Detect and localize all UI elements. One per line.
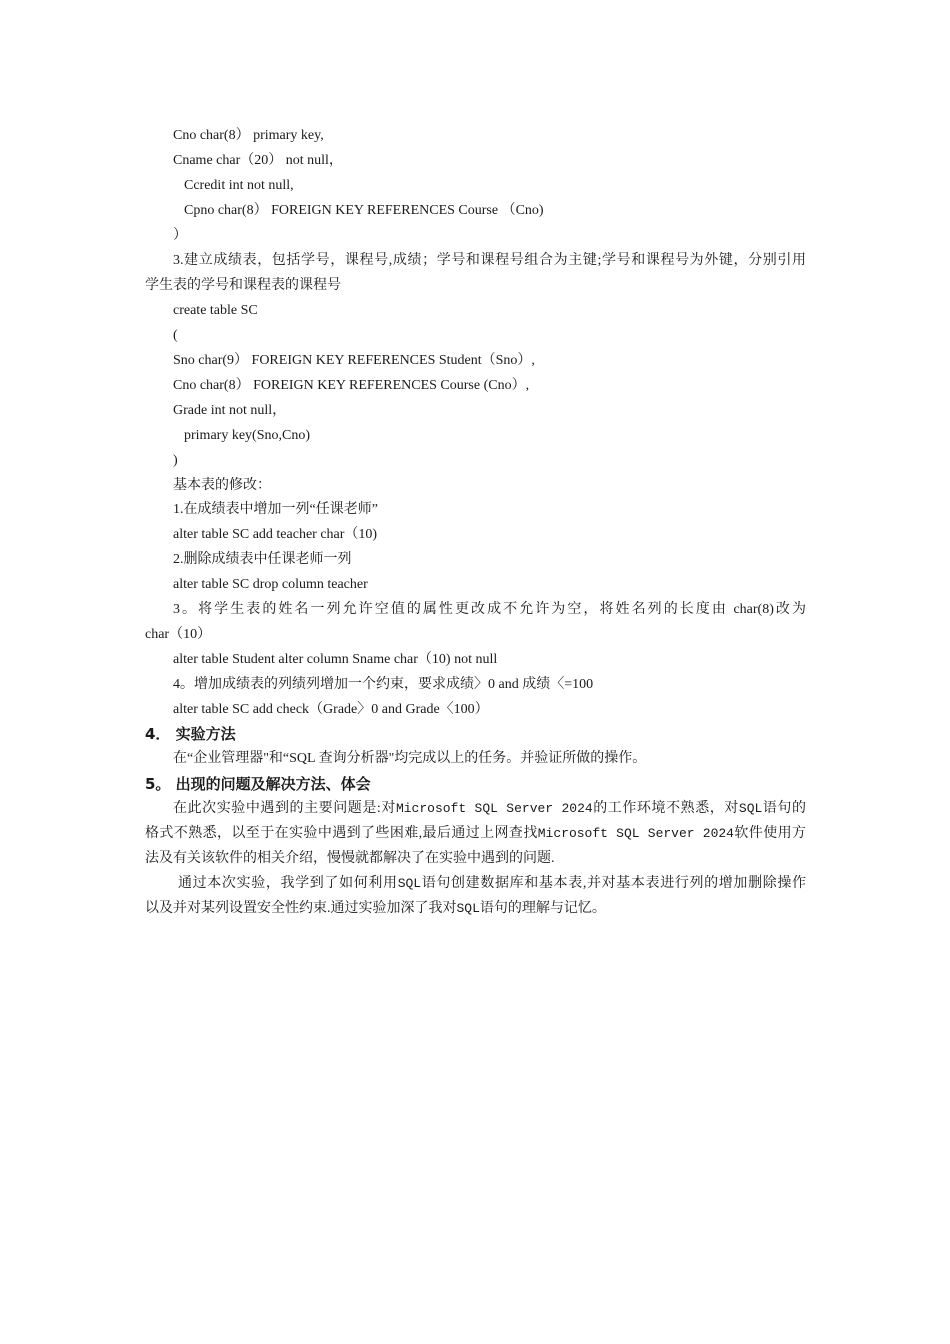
code-line: Cno char(8） FOREIGN KEY REFERENCES Course (Cno）, [173, 378, 530, 393]
paragraph-line [145, 824, 806, 844]
step-text: 基本表的修改： [173, 478, 271, 493]
text-run: SQL [397, 876, 422, 891]
text-run: Microsoft SQL Server 2024 [537, 826, 734, 841]
step-text: 2.删除成绩表中任课老师一列 [173, 552, 352, 567]
paragraph-line [178, 874, 806, 894]
code-line: Cno char(8） primary key, [173, 128, 324, 143]
text-run: Microsoft SQL Server 2024 [395, 801, 593, 816]
step-text: 学生表的学号和课程表的课程号 [145, 278, 341, 293]
step-text: 4。增加成绩表的列绩列增加一个约束，要求成绩〉0 and 成绩〈=100 [173, 677, 594, 692]
code-line: ( [173, 328, 178, 343]
code-line: alter table SC add teacher char（10) [173, 527, 378, 542]
section-heading: 4． 实验方法 [145, 725, 236, 743]
code-line: Cname char（20） not null， [173, 153, 343, 168]
code-line: alter table Student alter column Sname char（10) not null [173, 652, 498, 667]
code-line: Ccredit int not null, [184, 178, 294, 193]
text-run: 通过本次实验，我学到了如何利用 [178, 876, 398, 891]
text-run: 语句创建数据库和基本表,并对基本表进行列的增加删除操作 [421, 876, 807, 891]
step-text: 3.建立成绩表，包括学号，课程号,成绩；学号和课程号组合为主键;学号和课程号为外键，分别引用 [173, 253, 806, 268]
code-line: alter table SC drop column teacher [173, 577, 368, 592]
text-run: 软件使用方 [734, 826, 807, 841]
text-run: 语句的理解与记忆。 [479, 901, 606, 916]
paragraph-line: 法及有关该软件的相关介绍，慢慢就都解决了在实验中遇到的问题. [145, 851, 555, 866]
code-line: primary key(Sno,Cno) [184, 428, 310, 443]
section-body: 在“企业管理器"和“SQL 查询分析器"均完成以上的任务。并验证所做的操作。 [173, 751, 647, 766]
step-text: 1.在成绩表中增加一列“任课老师” [173, 502, 378, 517]
code-line: ) [173, 453, 178, 468]
code-line: Grade int not null， [173, 403, 287, 418]
code-line: alter table SC add check（Grade〉0 and Grade〈100） [173, 702, 489, 717]
text-run: 格式不熟悉，以至于在实验中遇到了些困难,最后通过上网查找 [145, 826, 538, 841]
text-run: SQL [456, 901, 480, 916]
code-line: Sno char(9） FOREIGN KEY REFERENCES Student（Sno）, [173, 353, 535, 368]
code-line: ） [173, 228, 187, 243]
text-run: 在此次实验中遇到的主要问题是:对 [173, 801, 396, 816]
paragraph-line [145, 899, 606, 919]
text-run: 的工作环境不熟悉，对 [592, 801, 739, 816]
section-heading: 5。 出现的问题及解决方法、体会 [145, 775, 371, 793]
code-line: Cpno char(8） FOREIGN KEY REFERENCES Course （Cno) [184, 203, 544, 218]
text-run: 以及并对某列设置安全性约束.通过实验加深了我对 [145, 901, 457, 916]
text-run: SQL [738, 801, 763, 816]
code-line: create table SC [173, 303, 258, 318]
paragraph-line [173, 799, 806, 819]
step-text: char（10） [145, 627, 212, 642]
text-run: 语句的 [762, 801, 806, 816]
step-text: 3。将学生表的姓名一列允许空值的属性更改成不允许为空，将姓名列的长度由 char(8)改为 [173, 602, 806, 617]
